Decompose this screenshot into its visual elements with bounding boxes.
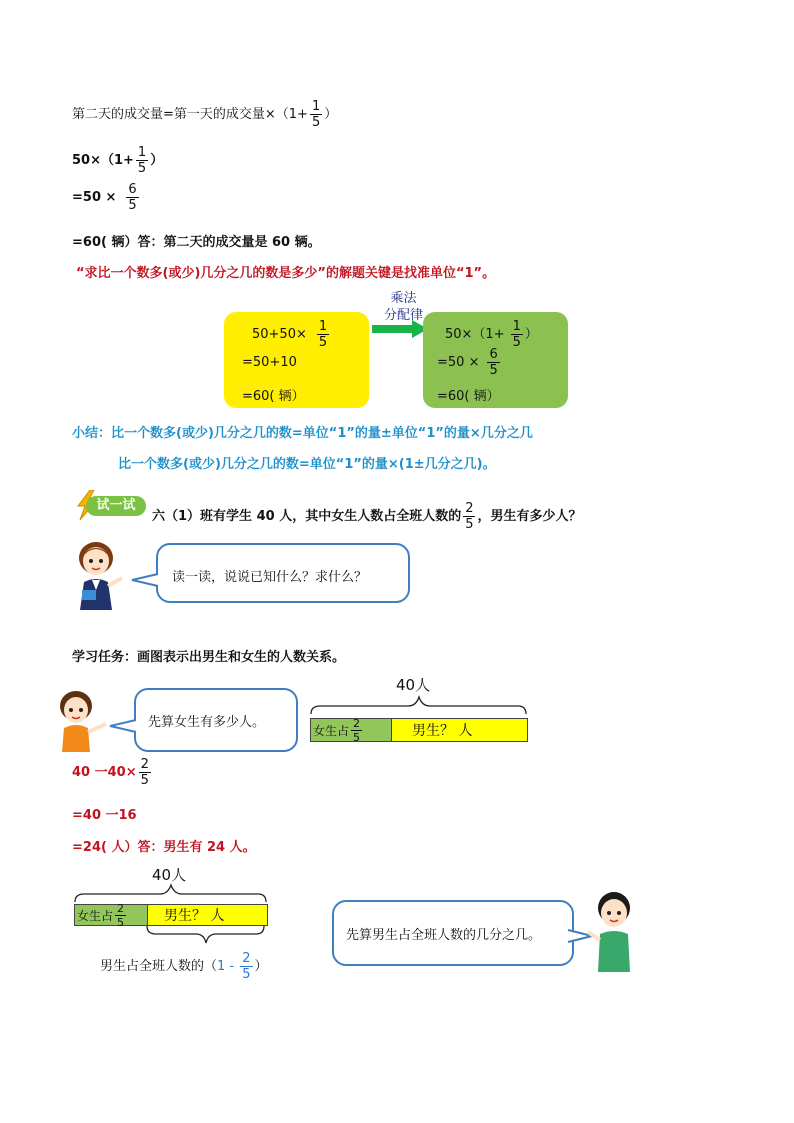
numerator: 2 (465, 501, 474, 516)
fraction (463, 502, 475, 531)
fraction (487, 348, 499, 377)
bubble-text: 先算女生有多少人。 (148, 715, 266, 730)
denominator: 5 (489, 363, 498, 378)
denominator: 5 (353, 730, 361, 744)
green-text: 50×（1+ (445, 327, 505, 342)
fraction (351, 718, 362, 743)
bubble-tail (130, 572, 160, 588)
diagram-2-bar (74, 901, 268, 929)
girl-label: 女生占 (313, 723, 350, 738)
fraction (136, 146, 148, 175)
girl-segment (311, 716, 391, 744)
girl-segment (75, 901, 147, 929)
numerator: 2 (140, 757, 149, 772)
key-point: “求比一个数多(或少)几分之几的数是多少”的解题关键是找准单位“1”。 (76, 266, 496, 281)
try-badge-label: 试一试 (86, 496, 146, 516)
yellow-text: 50+50× (252, 327, 307, 342)
denominator: 5 (117, 915, 125, 929)
formula-text: 第二天的成交量=第一天的成交量×（1+ (72, 107, 308, 122)
green-text-end: ） (524, 327, 538, 342)
boy-segment (391, 719, 527, 741)
teacher-avatar (66, 538, 130, 610)
boy-fraction-label (100, 952, 268, 981)
green-line-3: =60( 辆） (437, 389, 500, 404)
numerator: 1 (311, 99, 321, 114)
fraction (511, 320, 523, 349)
formula-text: 50×（1+ (72, 153, 134, 168)
try-question (152, 502, 582, 531)
denominator: 5 (318, 335, 328, 350)
formula-text: =50 × (72, 190, 117, 205)
green-text: =50 × (437, 355, 480, 370)
bubble-text: 先算男生占全班人数的几分之几。 (346, 928, 542, 943)
green-line-1 (445, 320, 538, 349)
fraction (139, 758, 151, 787)
brace-top (72, 882, 270, 904)
calc-text: 40 一40× (72, 765, 137, 780)
summary-line-2: 比一个数多(或少)几分之几的数=单位“1”的量×(1±几分之几)。 (118, 457, 496, 472)
numerator: 6 (128, 182, 137, 197)
arrow-label-line-2: 分配律 (384, 308, 424, 323)
denominator: 5 (465, 517, 474, 532)
bubble-tail (108, 718, 138, 734)
arrow-label-line-1: 乘法 (390, 291, 417, 306)
speech-bubble-teacher (156, 543, 410, 603)
green-box (423, 312, 568, 408)
girl-label: 女生占 (77, 908, 114, 923)
fraction (310, 100, 322, 129)
calc-line-2: =40 一16 (72, 808, 137, 823)
formula-end: ） (150, 153, 164, 168)
formula-end: ） (324, 107, 338, 122)
question-end: ，男生有多少人？ (477, 509, 582, 524)
formula-line-2 (72, 146, 163, 175)
calc-line-3: =24( 人）答：男生有 24 人。 (72, 840, 256, 855)
green-line-2 (437, 348, 502, 377)
speech-bubble-boy-1 (134, 688, 298, 752)
answer-line: =60( 辆）答：第二天的成交量是 60 辆。 (72, 235, 321, 250)
denominator: 5 (512, 335, 521, 350)
boy-label: 男生？ 人 (164, 908, 225, 924)
denominator: 5 (137, 161, 147, 176)
numerator: 2 (242, 951, 251, 966)
yellow-line-1 (252, 320, 331, 349)
fraction (115, 903, 126, 928)
formula-line-3 (72, 183, 141, 212)
summary-line-1: 小结：比一个数多(或少)几分之几的数=单位“1”的量±单位“1”的量×几分之几 (72, 426, 533, 441)
numerator: 6 (489, 347, 498, 362)
yellow-line-3: =60( 辆） (242, 389, 305, 404)
numerator: 1 (318, 319, 328, 334)
numerator: 1 (512, 319, 521, 334)
fraction (240, 952, 252, 981)
boy-avatar (52, 686, 112, 752)
brace-bottom (144, 924, 268, 946)
numerator: 2 (353, 716, 361, 730)
denominator: 5 (242, 967, 251, 982)
try-badge (76, 490, 148, 520)
question-text: 六（1）班有学生 40 人，其中女生人数占全班人数的 (152, 509, 462, 524)
diagram-1-total: 40人 (396, 676, 431, 694)
boy-label: 男生？ 人 (412, 723, 473, 739)
formula-line-1 (72, 100, 337, 129)
diagram-1-bar (310, 718, 528, 742)
numerator: 1 (137, 145, 147, 160)
calc-line-1 (72, 758, 153, 787)
denominator: 5 (128, 198, 137, 213)
bubble-text: 读一读，说说已知什么？求什么？ (172, 570, 368, 585)
arrow-label (384, 290, 423, 324)
right-arrow-icon (372, 320, 428, 338)
below-end: ） (254, 959, 268, 974)
below-text: 男生占全班人数的（ (100, 959, 218, 974)
yellow-line-2: =50+10 (242, 355, 297, 370)
fraction (126, 183, 138, 212)
expr-text: 1 - (217, 959, 239, 974)
denominator: 5 (311, 115, 321, 130)
numerator: 2 (117, 901, 125, 915)
speech-bubble-boy-2 (332, 900, 574, 966)
diagram-2-total: 40人 (152, 866, 187, 884)
boy-segment (147, 905, 267, 925)
brace-top (308, 694, 530, 716)
fraction (317, 320, 329, 349)
denominator: 5 (140, 773, 149, 788)
learning-task: 学习任务：画图表示出男生和女生的人数关系。 (72, 650, 346, 665)
yellow-box (224, 312, 369, 408)
boy-avatar (584, 888, 642, 972)
